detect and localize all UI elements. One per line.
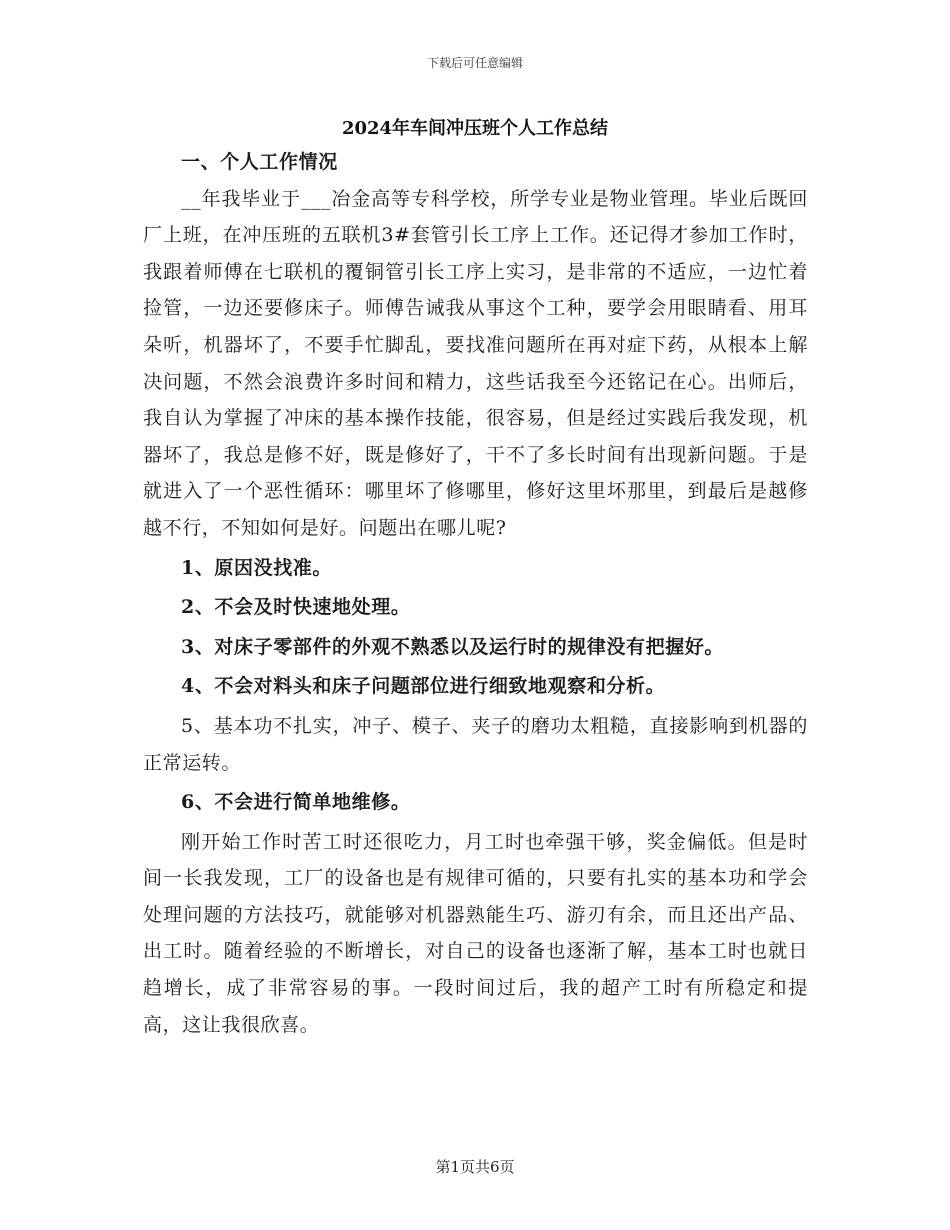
section-heading: 一、个人工作情况 (181, 151, 338, 173)
list-item: 4、不会对料头和床子问题部位进行细致地观察和分析。 (181, 675, 666, 698)
header-note: 下载后可任意编辑 (426, 56, 523, 70)
list-item: 6、不会进行简单地维修。 (181, 791, 411, 814)
list-item: 1、原因没找准。 (181, 556, 333, 579)
paragraph: __年我毕业于___冶金高等专科学校，所学专业是物业管理。毕业后既回厂上班，在冲压班的五联机3#套管引长工序上工作。还记得才参加工作时，我跟着师傅在七联机的覆铜管引长工序上实习，是非常的不适应，一边忙着捡管，一边还要修床子。师傅告诫我从事这个工种，要学会用眼睛看、用耳朵听，机器坏了，不要手忙脚乱，要找准问题所在再对症下药，从根本上解决问题，不然会浪费许多时间和精力，这些话我至今还铭记在心。出师后，我自认为掌握了冲床的基本操作技能，很容易，但是经过实践后我发现，机器坏了，我总是修不好，既是修好了，干不了多长时间有出现新问题。于是就进入了一个恶性循环：哪里坏了修哪里，修好这里坏那里，到最后是越修越不行，不知如何是好。问题出在哪儿呢? (143, 187, 808, 539)
paragraph: 刚开始工作时苦工时还很吃力，月工时也牵强干够，奖金偏低。但是时间一长我发现，工厂的设备也是有规律可循的，只要有扎实的基本功和学会处理问题的方法技巧，就能够对机器熟能生巧、游刃有余，而且还出产品、出工时。随着经验的不断增长，对自己的设备也逐渐了解，基本工时也就日趋增长，成了非常容易的事。一段时间过后，我的超产工时有所稳定和提高，这让我很欣喜。 (143, 830, 808, 1036)
list-item: 3、对床子零部件的外观不熟悉以及运行时的规律没有把握好。 (181, 635, 725, 658)
document-title: 2024年车间冲压班个人工作总结 (341, 118, 609, 139)
document-body (143, 144, 808, 1043)
list-item: 2、不会及时快速地处理。 (181, 596, 411, 619)
list-item: 5、基本功不扎实，冲子、模子、夹子的磨功太粗糙，直接影响到机器的正常运转。 (143, 714, 808, 774)
page-footer: 第1页共6页 (435, 1158, 515, 1176)
